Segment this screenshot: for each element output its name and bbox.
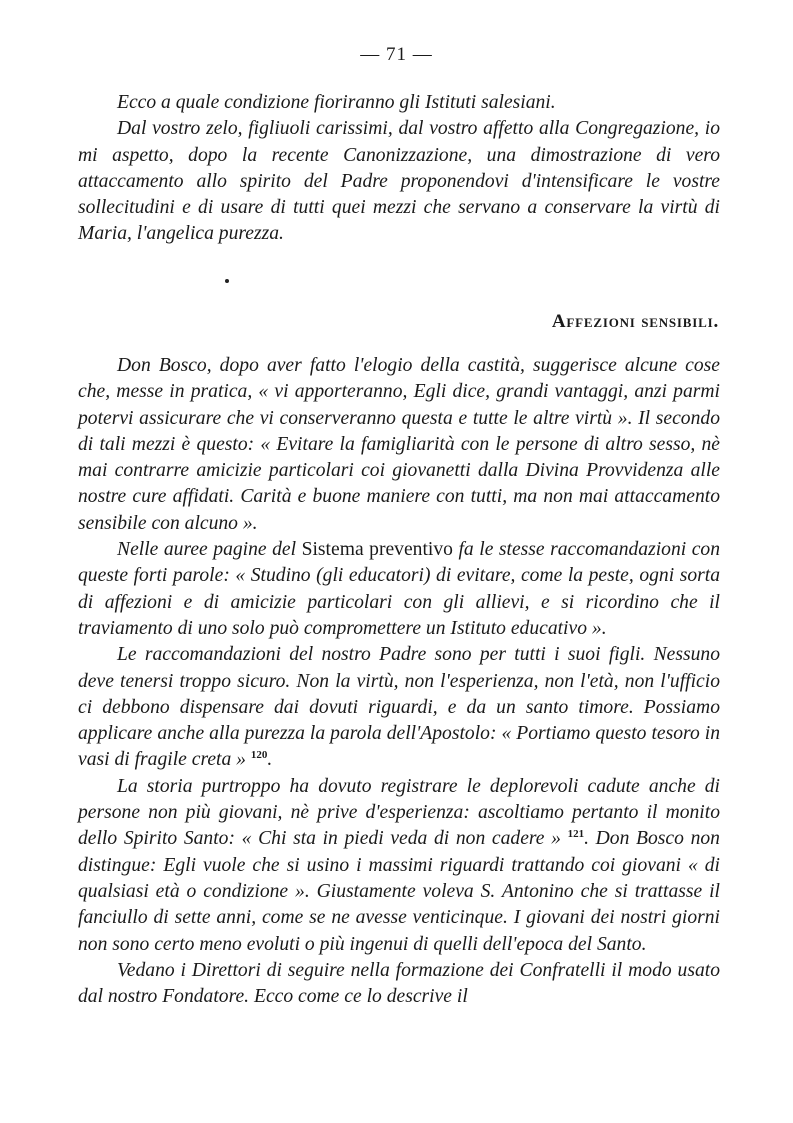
- paragraph: [78, 537, 720, 642]
- paragraph: Dal vostro zelo, figliuoli carissimi, dal vostro affetto alla Congregazione, io mi aspetto, dopo la recente Canonizzazione, una dimostrazione di vero attaccamento allo spirito del Padre proponendovi d'intensificare le vostre sollecitudini e di usare di tutti quei mezzi che servano a conservare la virtù di Maria, l'angelica purezza.: [78, 118, 720, 245]
- paragraph: Vedano i Direttori di seguire nella formazione dei Confratelli il modo usato dal nostro Fondatore. Ecco come ce lo descrive il: [78, 959, 720, 1008]
- section-heading: Affezioni sensibili.: [551, 311, 719, 332]
- paragraph-text: Le raccomandazioni del nostro Padre sono per tutti i suoi figli. Nessuno deve tenersi troppo sicuro. Non la virtù, non l'esperienza, non l'età, non l'ufficio ci debbono dispensare dai dovuti riguardi, e da un santo timore. Possiamo applicare anche alla purezza la parola dell'Apostolo: « Portiamo questo tesoro in vasi di fragile creta »: [78, 644, 720, 771]
- footnote-ref: 120: [250, 749, 268, 762]
- footnote-ref: 121: [567, 828, 585, 841]
- section-text-block: [78, 353, 720, 1010]
- paragraph: Ecco a quale condizione fioriranno gli Istituti salesiani.: [117, 92, 556, 113]
- intro-text-block: [78, 90, 720, 248]
- paragraph-text: . Don Bosco non distingue: Egli vuole che si usino i massimi riguardi trattando coi giovani « di qualsiasi età o condizione ». Giustamente voleva S. Antonino che si trattasse il fanciullo di sette anni, come se ne avesse venticinque. I giovani dei nostri giorni non sono certo meno evoluti o più ingenui di quelli dell'epoca del Santo.: [78, 828, 720, 955]
- paragraph: Le raccomandazioni del nostro Padre sono per tutti i suoi figli. Nessuno deve tenersi troppo sicuro. Non la virtù, non l'esperienza, non l'età, non l'ufficio ci debbono dispensare dai dovuti riguardi, e da un santo timore. Possiamo applicare anche alla purezza la parola dell'Apostolo: « Portiamo questo tesoro in vasi di fragile creta » $^{120}$.: [78, 644, 720, 771]
- paragraph: Don Bosco, dopo aver fatto l'elogio della castità, suggerisce alcune cose che, messe in pratica, « vi apporteranno, Egli dice, grandi vantaggi, anzi parmi potervi assicurare che vi conserveranno questa e tutte le altre virtù ». Il secondo di tali mezzi è questo: « Evitare la famigliarità con le persone di altro sesso, nè mai contrarre amicizie particolari coi giovanetti dalla Divina Provvidenza alle nostre cure affidati. Carità e buone maniere con tutti, ma non mai attaccamento sensibile con alcuno ».: [78, 355, 720, 534]
- paragraph-text: fa le stesse raccomandazioni con queste forti parole: « Studino (gli educatori) di evitare, come la peste, ogni sorta di affezioni e di amicizie particolari con gli allievi, e si ricordino che il traviamento di uno solo può compromettere un Istituto educativo ».: [78, 539, 720, 639]
- page-number: — 71 —: [360, 44, 433, 65]
- ink-speck: [225, 279, 229, 283]
- paragraph-text: Nelle auree pagine del: [117, 539, 297, 561]
- paragraph: [78, 774, 720, 958]
- paragraph-text: La storia purtroppo ha dovuto registrare le deplorevoli cadute anche di persone non più giovani, nè prive d'esperienza: ascoltiamo pertanto il monito dello Spirito Santo: « Chi sta in piedi veda di non cadere »: [78, 775, 720, 850]
- roman-text: Sistema preventivo: [301, 539, 453, 561]
